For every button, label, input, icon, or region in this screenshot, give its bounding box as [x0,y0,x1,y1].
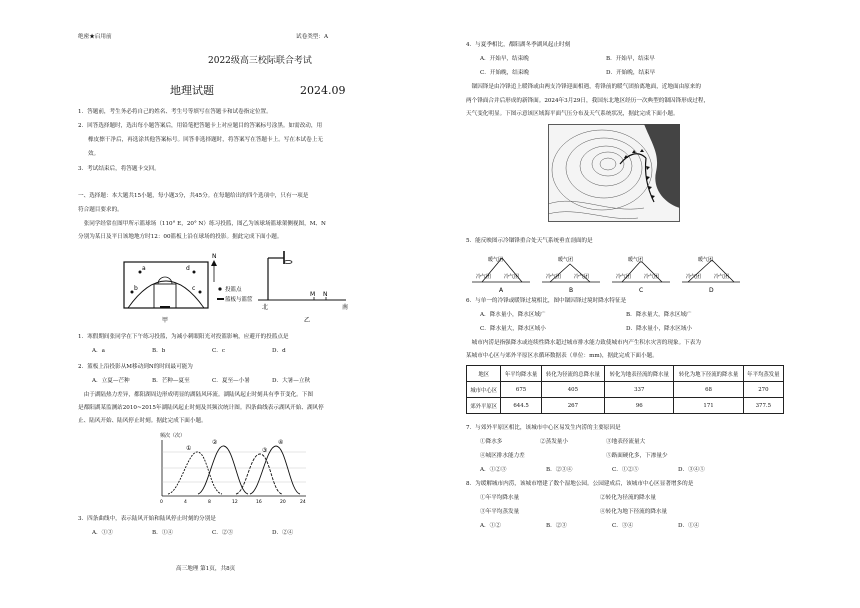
north-label: N [212,253,217,260]
x-tick: 16 [256,500,262,505]
key-circle [158,277,172,284]
passage-line: 锢囚锋是由冷锋追上暖锋或由两支冷锋迎面相遇，将锋前的暖气团抬离地面，近地面由原来的 [466,84,701,90]
table-header-cell: 地区 [467,366,501,382]
table-cell: 郊外平原区 [467,398,501,414]
option-letter: B [569,287,574,294]
note-line: 效。 [88,151,100,157]
north-arrowhead-icon [211,260,217,266]
curve-label-3: ③ [262,447,268,454]
warm-label: 暖气团 [558,257,574,263]
cold-label: 冷气团 [616,274,632,280]
table-row [467,398,784,414]
label-a: a [142,265,146,272]
option: C．开始晚，结束晚 [480,70,530,76]
option: B．②③④ [546,467,573,473]
curve-label-4: ④ [278,439,284,446]
x-tick: 8 [208,500,211,505]
option: B．②③ [546,523,567,529]
table-cell: 270 [743,382,783,398]
passage-line: 止、陆风开始、陆风停止时刻。据此完成下面小题。 [78,418,207,424]
table-header-cell: 年平均降水量 [501,366,541,382]
curve-label-1: ① [186,445,192,452]
front-cross-sections [472,252,742,294]
exam-name: 2022级高三校际联合考试 [208,56,312,66]
option: C．c [212,348,226,354]
hoop-ring [284,261,292,264]
table-row [467,382,784,398]
question-stem: 4．与夏季相比，都阳湖冬季湖风起止时刻 [466,42,571,48]
table-cell: 城市中心区 [467,382,501,398]
point-c [199,291,202,294]
note-line: 1．答题前，考生务必将自己的姓名、考生号等填写在答题卡和试卷指定位置。 [78,109,272,115]
table-cell: 377.5 [743,398,783,414]
label-c: c [192,285,196,292]
option: D．降水量小，降水区域小 [626,326,693,332]
statement-item: ①降水多 [480,439,503,445]
figure-label-jia: 甲 [162,317,169,324]
figure-label-yi: 乙 [304,317,311,324]
exam-type-label: 试卷类型：A [296,34,329,40]
option: D．开始晚，结束早 [606,70,656,76]
question-stem: 5．能反映图示冷锢锋重合处天气系统垂直剖面的是 [466,238,593,244]
y-axis-label: 频次（次） [160,433,186,439]
statement-item: ④城区排水能力差 [480,453,525,459]
option: A．立夏—芒种 [92,378,130,384]
cold-label: 冷气团 [574,274,590,280]
option: A．①② [480,523,501,529]
legend-point-icon [218,287,221,290]
option: C．②③ [212,530,234,536]
option: D．②④ [272,530,294,536]
option: A．a [92,348,105,354]
note-line: 橡皮擦干净后，再选涂其他答案标号。回答非选择题时，将答案写在答题卡上。写在本试卷上无 [88,137,323,143]
pressure-map [548,124,680,222]
label-north: 北 [262,304,269,311]
question-stem: 2．篮板上沿投影从M移动到N的时间最可能为 [78,364,193,370]
cold-label: 冷气团 [686,274,702,280]
label-n: N [323,291,328,298]
label-south: 南 [342,304,349,311]
warm-label: 暖气团 [628,257,644,263]
label-d: d [186,265,190,272]
x-tick: 0 [160,500,163,505]
point-d [193,271,196,274]
passage-line: 分别为某日及平日该地地方时12：00篮板上沿在球场的投影。据此完成下面小题。 [78,234,283,240]
legend-point-label: 投篮点 [225,287,242,293]
passage-line: 城市内涝是指强降水或连续性降水超过城市排水能力致使城市内产生积水灾害的现象。下表为 [466,340,701,346]
subject-title: 地理试题 [170,84,214,97]
table-header-cell: 年平均蒸发量 [743,366,783,382]
breeze-frequency-figure [150,430,310,510]
warm-label: 暖气团 [698,257,714,263]
option-card-b [542,256,600,294]
option: B．芒种—夏至 [152,378,190,384]
key-area [154,284,176,308]
option: C．③④ [612,523,634,529]
cold-label: 冷气团 [476,274,492,280]
table-header-row [467,366,784,382]
option: B．降水量大，降水区域广 [626,312,692,318]
option: A．①③ [92,530,113,536]
exam-date: 2024.09 [300,84,346,97]
x-tick: 24 [300,500,306,505]
option-letter: D [709,287,714,294]
passage-line: 天气变化明显。下图示意该区域海平面气压分布及天气系统状况，据此完成下面小题。 [466,111,679,117]
passage-line: 某城市中心区与郊外平原区水循环数据表（单位：mm)，据此完成下面小题。 [466,353,658,359]
curve-4 [250,446,300,494]
option-letter: C [639,287,644,294]
option: C．①②⑤ [612,467,639,473]
cold-label: 冷气团 [714,274,730,280]
statement-item: ①年平均降水量 [480,495,520,501]
table-cell: 644.5 [501,398,541,414]
cold-label: 冷气团 [644,274,660,280]
passage-line: 张同学经常在图甲所示篮球场（110° E，20° N）练习投篮，图乙为该球场篮球架侧视图，M、N [78,221,326,227]
table-header-cell: 转化为地下径流的降水量 [674,366,743,382]
question-stem: 3．四条曲线中，表示陆风开始和陆风停止时刻的分别是 [78,516,216,522]
cold-label: 冷气团 [504,274,520,280]
question-stem: 7．与郊外平原区相比，该城市中心区易发生内涝的主要原因是 [466,425,621,431]
x-tick: 12 [232,500,238,505]
table-cell: 68 [674,382,743,398]
option: C．降水量大，降水区域小 [480,326,546,332]
option: D．③④⑤ [678,467,705,473]
label-m: M [310,291,316,298]
legend-board-label: 篮板与篮筐 [225,297,253,303]
option-card-a [472,256,530,294]
curve-label-2: ② [212,439,218,446]
option: D．d [272,348,286,354]
note-line: 2．回答选择题时，选出每小题答案后，用铅笔把答题卡上对应题目的答案标号涂黑。如需改动，用 [78,123,323,129]
option: A．开始早，结束晚 [480,56,529,62]
statement-item: ④转化为地下径流的降水量 [600,509,668,515]
option: D．大暑—立秋 [272,378,311,384]
warm-label: 暖气团 [488,257,504,263]
passage-line: 两个锋面合并后形成的新锋面。2024年3月29日，我国东北地区经历一次典型的锢囚锋形成过程， [466,98,710,104]
question-stem: 6．与单一的冷锋或暖锋过境相比，图中锢囚锋过境时降水特征是 [466,298,627,304]
question-stem: 1．寒假期间张同学在下午练习投篮，为减小刺眼阳光对投篮影响，应避开的投篮点是 [78,334,289,340]
grid [162,452,306,482]
option: A．①②③ [480,467,507,473]
option: C．夏至—小暑 [212,378,250,384]
table-cell: 405 [541,382,604,398]
passage-line: 是都阳湖某监测站2010~2015年湖陆风起止时刻及其频次统计图。四条曲线表示湖风开始、湖风停 [78,405,324,411]
statement-item: ③地表径流量大 [606,439,646,445]
water-cycle-table [466,365,784,414]
table-cell: 96 [605,398,674,414]
option-card-c [612,256,670,294]
option-letter: A [499,287,504,294]
option: A．降水量小，降水区域广 [480,312,546,318]
section-heading: 一、选择题：本大题共15小题，每小题3分，共45分。在每题给出的四个选项中，只有一项是 [78,193,309,199]
note-line: 3．考试结束后，将答题卡交回。 [78,166,160,172]
page-footer: 高三地理 第1页，共8页 [176,566,236,572]
option: B．开始早，结束早 [606,56,655,62]
statement-item: ⑤路面硬化多，下渗量少 [606,453,668,459]
statement-item: ②转化为径流的降水量 [600,495,656,501]
court-figures [118,248,358,326]
statement-item: ③年平均蒸发量 [480,509,520,515]
label-b: b [134,285,138,292]
option: B．①④ [152,530,173,536]
table-header-cell: 转化为径流的总降水量 [541,366,604,382]
cold-label: 冷气团 [546,274,562,280]
option-card-d [682,256,740,294]
table-cell: 675 [501,382,541,398]
table-cell: 337 [605,382,674,398]
curve-2 [198,446,248,494]
section-heading: 符合题目要求的。 [78,207,123,213]
option: D．①④ [678,523,700,529]
table-cell: 171 [674,398,743,414]
table-cell: 267 [541,398,604,414]
curve-1 [168,452,222,494]
question-stem: 8．为缓解城市内涝，该城市增建了数个湿地公园。公园建成后，该城市中心区显著增多的是 [466,481,694,487]
x-tick: 4 [184,500,187,505]
x-tick: 20 [280,500,286,505]
statement-item: ②蒸发量小 [540,439,568,445]
table-header-cell: 转化为地表径流的降水量 [605,366,674,382]
passage-line: 由于湖陆热力差异，都阳湖周边形成明显的湖陆风环流。湖陆风起止时刻具有季节变化。下图 [78,392,313,398]
secrecy-label: 绝密★启用前 [78,34,112,40]
option: B．b [152,348,166,354]
